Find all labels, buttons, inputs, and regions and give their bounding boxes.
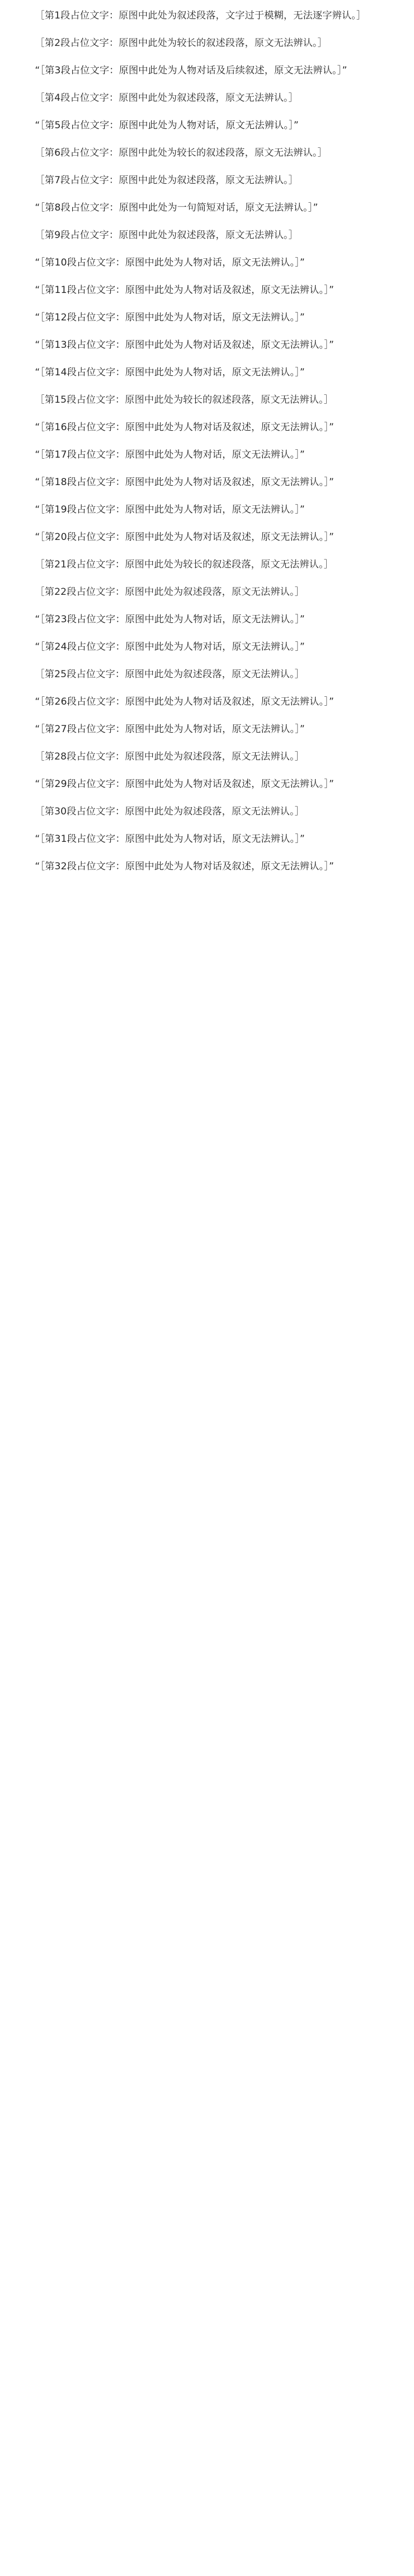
paragraph-06: ［第6段占位文字：原图中此处为较长的叙述段落，原文无法辨认。］ [35,147,328,159]
paragraph-11: “［第11段占位文字：原图中此处为人物对话及叙述，原文无法辨认。］” [35,285,334,296]
paragraph-17: “［第17段占位文字：原图中此处为人物对话，原文无法辨认。］” [35,449,305,460]
paragraph-30: ［第30段占位文字：原图中此处为叙述段落，原文无法辨认。］ [35,806,305,817]
paragraph-05: “［第5段占位文字：原图中此处为人物对话，原文无法辨认。］” [35,120,299,131]
paragraph-16: “［第16段占位文字：原图中此处为人物对话及叙述，原文无法辨认。］” [35,422,334,433]
story-text [16,9,398,874]
paragraph-27: “［第27段占位文字：原图中此处为人物对话，原文无法辨认。］” [35,724,305,735]
paragraph-26: “［第26段占位文字：原图中此处为人物对话及叙述，原文无法辨认。］” [35,696,334,707]
paragraph-15: ［第15段占位文字：原图中此处为较长的叙述段落，原文无法辨认。］ [35,394,334,406]
paragraph-09: ［第9段占位文字：原图中此处为叙述段落，原文无法辨认。］ [35,230,298,241]
paragraph-29: “［第29段占位文字：原图中此处为人物对话及叙述，原文无法辨认。］” [35,779,334,790]
paragraph-08: “［第8段占位文字：原图中此处为一句简短对话，原文无法辨认。］” [35,202,318,213]
paragraph-12: “［第12段占位文字：原图中此处为人物对话，原文无法辨认。］” [35,312,305,323]
paragraph-23: “［第23段占位文字：原图中此处为人物对话，原文无法辨认。］” [35,614,305,625]
paragraph-03: “［第3段占位文字：原图中此处为人物对话及后续叙述，原文无法辨认。］” [35,65,347,76]
paragraph-01: ［第1段占位文字：原图中此处为叙述段落，文字过于模糊，无法逐字辨认。］ [35,10,366,21]
paragraph-24: “［第24段占位文字：原图中此处为人物对话，原文无法辨认。］” [35,641,305,653]
paragraph-31: “［第31段占位文字：原图中此处为人物对话，原文无法辨认。］” [35,833,305,845]
paragraph-13: “［第13段占位文字：原图中此处为人物对话及叙述，原文无法辨认。］” [35,339,334,351]
paragraph-18: “［第18段占位文字：原图中此处为人物对话及叙述，原文无法辨认。］” [35,477,334,488]
paragraph-10: “［第10段占位文字：原图中此处为人物对话，原文无法辨认。］” [35,257,305,268]
paragraph-25: ［第25段占位文字：原图中此处为叙述段落，原文无法辨认。］ [35,669,305,680]
paragraph-19: “［第19段占位文字：原图中此处为人物对话，原文无法辨认。］” [35,504,305,515]
paragraph-02: ［第2段占位文字：原图中此处为较长的叙述段落，原文无法辨认。］ [35,38,328,49]
paragraph-14: “［第14段占位文字：原图中此处为人物对话，原文无法辨认。］” [35,367,305,378]
paragraph-32: “［第32段占位文字：原图中此处为人物对话及叙述，原文无法辨认。］” [35,861,334,872]
paragraph-07: ［第7段占位文字：原图中此处为叙述段落，原文无法辨认。］ [35,175,298,186]
paragraph-20: “［第20段占位文字：原图中此处为人物对话及叙述，原文无法辨认。］” [35,532,334,543]
paragraph-04: ［第4段占位文字：原图中此处为叙述段落，原文无法辨认。］ [35,92,298,104]
paragraph-21: ［第21段占位文字：原图中此处为较长的叙述段落，原文无法辨认。］ [35,559,334,570]
paragraph-22: ［第22段占位文字：原图中此处为叙述段落，原文无法辨认。］ [35,586,305,598]
paragraph-28: ［第28段占位文字：原图中此处为叙述段落，原文无法辨认。］ [35,751,305,762]
